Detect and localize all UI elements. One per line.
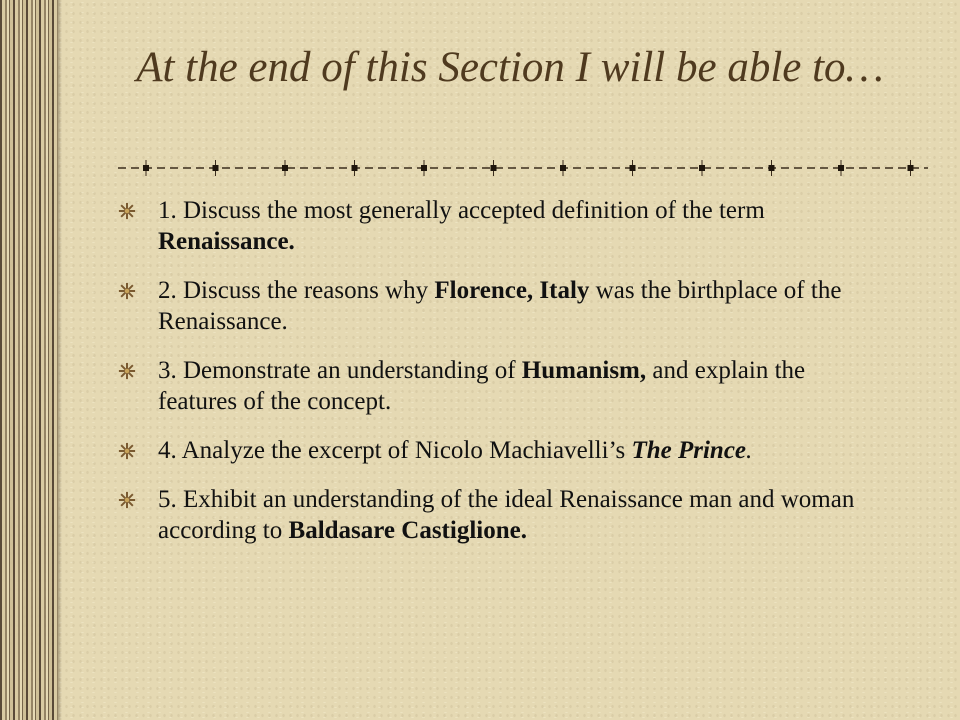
star-burst-icon	[118, 202, 136, 220]
divider-ornament	[769, 160, 775, 176]
item-text-run: 1. Discuss the most generally accepted definition of the term	[158, 197, 765, 224]
list-item	[118, 355, 878, 417]
list-item	[118, 275, 878, 337]
list-item	[118, 435, 878, 466]
divider-ornament	[630, 160, 636, 176]
divider-ornament	[491, 160, 497, 176]
divider-ornament	[143, 160, 149, 176]
divider-ornament	[213, 160, 219, 176]
divider-ornament	[838, 160, 844, 176]
binding-stripes	[0, 0, 58, 720]
item-text-run: 5. Exhibit an understanding of the ideal Renaissance man and woman according to	[158, 486, 855, 544]
divider-ornament	[421, 160, 427, 176]
slide-title: At the end of this Section I will be able to…	[136, 44, 884, 91]
item-text-run: Florence, Italy	[434, 277, 590, 304]
star-burst-icon	[118, 491, 136, 509]
item-text-run: and explain the features of the concept.	[158, 357, 806, 415]
item-text-run: 4. Analyze the excerpt of Nicolo Machiavelli’s	[158, 437, 632, 464]
ornament-divider	[118, 160, 928, 176]
list-item	[118, 484, 878, 546]
binding-shadow	[58, 0, 62, 720]
divider-ornament	[699, 160, 705, 176]
divider-ornament	[282, 160, 288, 176]
objectives-list	[118, 195, 878, 564]
divider-ornament	[352, 160, 358, 176]
item-text-run: Renaissance.	[158, 228, 295, 255]
item-text-run: .	[746, 437, 753, 464]
item-text-run: Baldasare Castiglione.	[288, 517, 527, 544]
item-text-run: 3. Demonstrate an understanding of	[158, 357, 522, 384]
star-burst-icon	[118, 362, 136, 380]
list-item	[118, 195, 878, 257]
divider-ornament	[560, 160, 566, 176]
item-text-run: Humanism,	[521, 357, 647, 384]
item-text-run: The Prince	[631, 437, 747, 464]
item-text-run: was the birthplace of the Renaissance.	[158, 277, 842, 335]
divider-ornament	[908, 160, 914, 176]
star-burst-icon	[118, 442, 136, 460]
item-text-run: 2. Discuss the reasons why	[158, 277, 435, 304]
star-burst-icon	[118, 282, 136, 300]
